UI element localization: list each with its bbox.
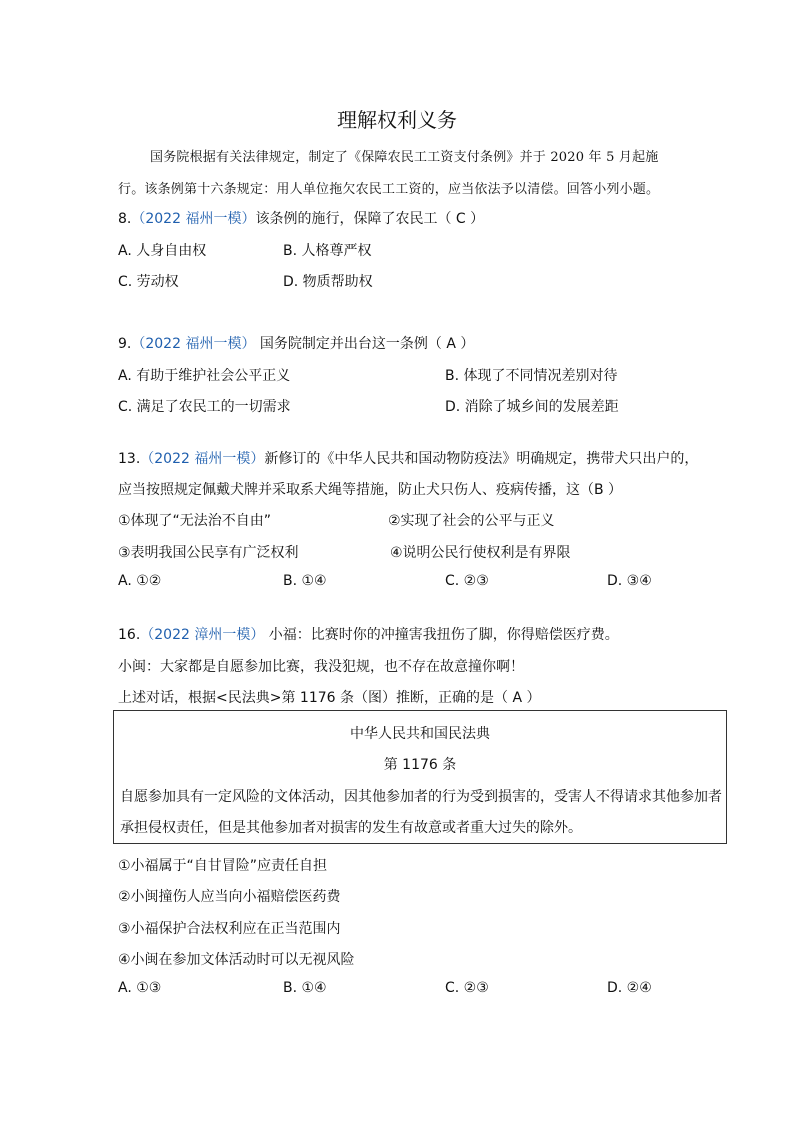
question-stem: 国务院制定并出台这一条例（ A ） — [255, 336, 475, 352]
q13-option-d: D. ③④ — [607, 573, 652, 589]
intro-line-1: 国务院根据有关法律规定，制定了《保障农民工工资支付条例》并于 2020 年 5 月起施 — [150, 150, 659, 165]
question-9 — [118, 333, 474, 353]
question-source: （2022 福州一模） — [131, 336, 256, 352]
q13-option-a: A. ①② — [118, 573, 162, 589]
box-heading: 中华人民共和国民法典 — [350, 726, 490, 742]
q16-option-d: D. ②④ — [607, 980, 652, 996]
q16-statement-3: ③小福保护合法权利应在正当范围内 — [118, 921, 341, 937]
q13-stem-line-2: 应当按照规定佩戴犬牌并采取系犬绳等措施，防止犬只伤人、疫病传播，这（B ） — [118, 482, 623, 498]
question-number: 8. — [118, 211, 132, 227]
q13-option-b: B. ①④ — [283, 573, 327, 589]
question-13 — [118, 448, 698, 468]
question-source: （2022 漳州一模） — [140, 627, 265, 643]
question-number: 13. — [118, 451, 141, 467]
q16-statement-1: ①小福属于“自甘冒险”应责任自担 — [118, 858, 328, 874]
q9-option-a: A. 有助于维护社会公平正义 — [118, 368, 291, 384]
q9-option-c: C. 满足了农民工的一切需求 — [118, 399, 291, 415]
q13-statement-4: ④说明公民行使权利是有界限 — [390, 545, 571, 561]
q16-option-c: C. ②③ — [445, 980, 489, 996]
question-number: 16. — [118, 627, 141, 643]
question-stem: 该条例的施行，保障了农民工（ C ） — [255, 211, 485, 227]
question-stem: 新修订的《中华人民共和国动物防疫法》明确规定，携带犬只出户的， — [264, 451, 699, 467]
box-article-number: 第 1176 条 — [383, 757, 457, 773]
q13-option-c: C. ②③ — [445, 573, 489, 589]
q16-question-line: 上述对话，根据<民法典>第 1176 条（图）推断，正确的是（ A ） — [118, 690, 541, 706]
intro-line-2: 行。该条例第十六条规定：用人单位拖欠农民工工资的，应当依法予以清偿。回答小列小题。 — [118, 182, 660, 197]
q9-option-d: D. 消除了城乡间的发展差距 — [445, 399, 619, 415]
box-text-line-2: 承担侵权责任，但是其他参加者对损害的发生有故意或者重大过失的除外。 — [120, 820, 582, 836]
question-source: （2022 福州一模） — [131, 211, 256, 227]
question-number: 9. — [118, 336, 132, 352]
q8-option-c: C. 劳动权 — [118, 274, 179, 290]
q8-option-b: B. 人格尊严权 — [283, 243, 372, 259]
q16-option-a: A. ①③ — [118, 980, 162, 996]
question-16 — [118, 624, 619, 644]
q9-option-b: B. 体现了不同情况差别对待 — [445, 368, 618, 384]
question-8 — [118, 208, 484, 228]
q8-option-d: D. 物质帮助权 — [283, 274, 373, 290]
q16-statement-4: ④小闽在参加文体活动时可以无视风险 — [118, 952, 355, 968]
page-title: 理解权利义务 — [337, 108, 457, 132]
q16-dialogue-line: 小闽：大家都是自愿参加比赛，我没犯规，也不存在故意撞你啊！ — [118, 659, 524, 675]
q13-statement-3: ③表明我国公民享有广泛权利 — [118, 545, 299, 561]
q16-option-b: B. ①④ — [283, 980, 327, 996]
q13-statement-2: ②实现了社会的公平与正义 — [388, 513, 555, 529]
q13-statement-1: ①体现了“无法治不自由” — [118, 513, 272, 529]
q16-statement-2: ②小闽撞伤人应当向小福赔偿医药费 — [118, 889, 341, 905]
question-source: （2022 福州一模） — [140, 451, 265, 467]
civil-code-article-box — [113, 710, 727, 844]
q8-option-a: A. 人身自由权 — [118, 243, 207, 259]
box-text-line-1: 自愿参加具有一定风险的文体活动，因其他参加者的行为受到损害的，受害人不得请求其他参加者 — [120, 789, 722, 805]
question-stem: 小福：比赛时你的冲撞害我扭伤了脚，你得赔偿医疗费。 — [264, 627, 619, 643]
